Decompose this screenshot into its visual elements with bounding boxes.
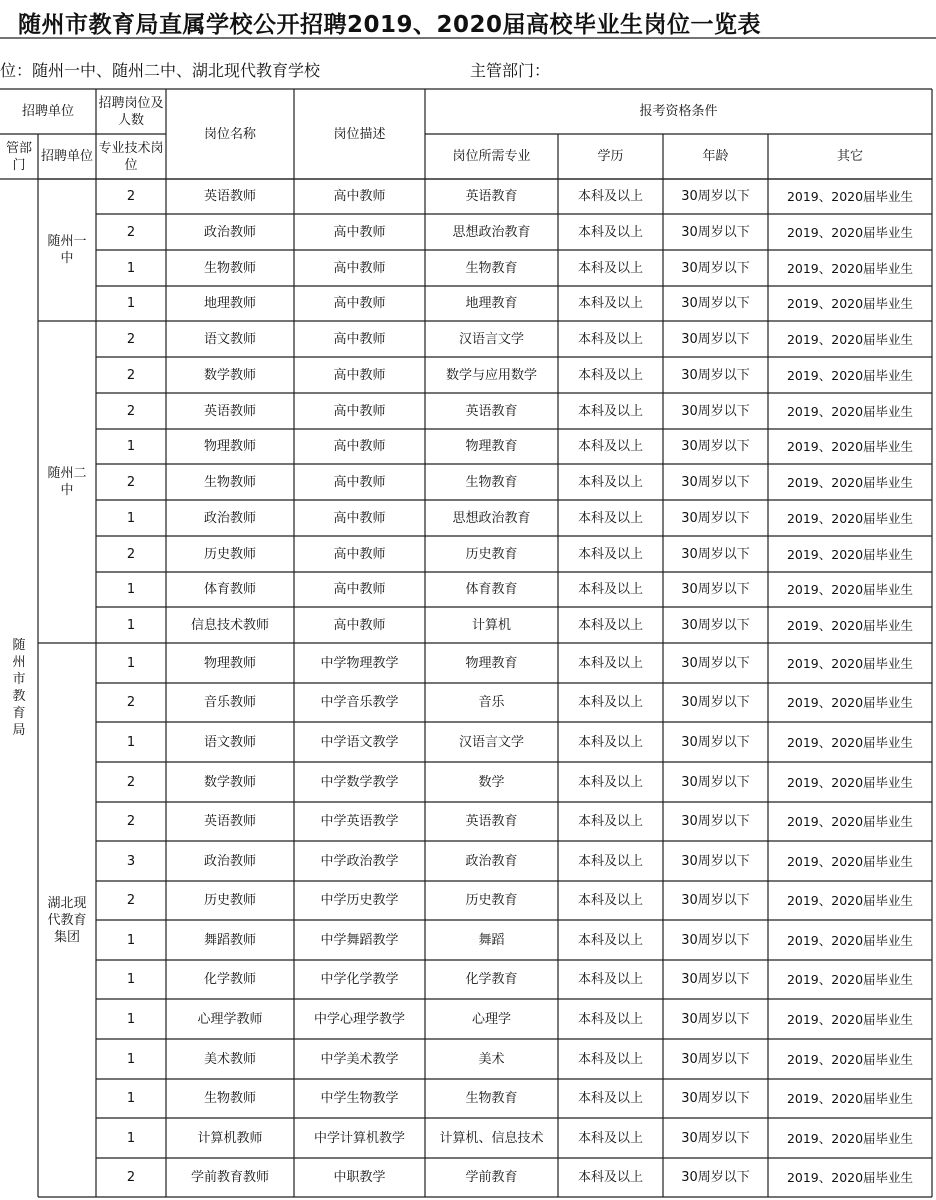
row-post-name: 地理教师: [203, 296, 256, 311]
school-hubei-modern-edu: 湖北现代教育集团: [47, 895, 87, 945]
row-post-name: 生物教师: [203, 474, 256, 490]
header-tech-post: 专业技术岗位: [98, 140, 164, 173]
row-count: 2: [126, 814, 136, 829]
row-age: 30周岁以下: [681, 403, 750, 419]
row-count: 1: [126, 1051, 136, 1067]
row-other: 2019、2020届毕业生: [786, 617, 914, 633]
row-post-description: 高中教师: [333, 260, 386, 276]
row-major: 历史教育: [465, 893, 518, 908]
row-age: 30周岁以下: [681, 189, 750, 204]
row-major: 英语教育: [465, 189, 518, 204]
department-cell: [2, 179, 36, 1197]
row-other: 2019、2020届毕业生: [786, 260, 914, 276]
row-age: 30周岁以下: [681, 814, 750, 829]
row-age: 30周岁以下: [681, 546, 750, 562]
row-count: 2: [126, 189, 136, 204]
row-major: 物理教育: [465, 655, 518, 671]
row-age: 30周岁以下: [681, 853, 750, 869]
row-education: 本科及以上: [577, 853, 643, 869]
row-education: 本科及以上: [577, 189, 643, 204]
row-count: 1: [126, 734, 136, 750]
row-age: 30周岁以下: [681, 510, 750, 526]
row-major: 英语教育: [465, 403, 518, 419]
row-count: 2: [126, 331, 136, 347]
page-title: 随州市教育局直属学校公开招聘2019、2020届高校毕业生岗位一览表: [18, 12, 762, 38]
row-count: 1: [126, 1091, 136, 1106]
row-post-description: 中学语文教学: [320, 734, 399, 750]
header-department: 管部门: [5, 140, 32, 173]
row-education: 本科及以上: [577, 582, 643, 597]
row-age: 30周岁以下: [681, 224, 750, 240]
row-education: 本科及以上: [577, 510, 643, 526]
row-major: 历史教育: [465, 546, 518, 562]
row-post-description: 中学政治教学: [320, 853, 399, 869]
header-requirements: 报考资格条件: [639, 104, 718, 119]
row-education: 本科及以上: [577, 439, 643, 454]
school-suizhou-no1: 随州一中: [47, 234, 87, 266]
row-post-name: 政治教师: [203, 510, 256, 526]
row-education: 本科及以上: [577, 1130, 643, 1146]
row-age: 30周岁以下: [681, 1130, 750, 1146]
row-count: 1: [126, 582, 136, 597]
row-post-description: 高中教师: [333, 510, 386, 526]
row-post-name: 美术教师: [203, 1051, 256, 1067]
row-count: 2: [126, 474, 136, 490]
recruiting-units-line: 位：随州一中、随州二中、湖北现代教育学校: [0, 61, 321, 80]
row-count: 1: [126, 932, 136, 948]
row-education: 本科及以上: [577, 695, 643, 710]
row-other: 2019、2020届毕业生: [786, 1051, 914, 1067]
row-education: 本科及以上: [577, 932, 643, 948]
row-count: 3: [126, 853, 136, 869]
row-age: 30周岁以下: [681, 474, 750, 490]
row-major: 数学与应用数学: [445, 367, 537, 383]
row-post-description: 中职教学: [333, 1170, 386, 1185]
row-education: 本科及以上: [577, 403, 643, 419]
row-other: 2019、2020届毕业生: [786, 296, 914, 311]
row-count: 1: [126, 439, 136, 454]
row-education: 本科及以上: [577, 774, 643, 790]
row-post-name: 生物教师: [203, 260, 256, 276]
header-age: 年龄: [702, 149, 729, 164]
row-count: 2: [126, 403, 136, 419]
row-count: 1: [126, 1011, 136, 1027]
row-education: 本科及以上: [577, 474, 643, 490]
row-other: 2019、2020届毕业生: [786, 439, 914, 454]
row-education: 本科及以上: [577, 546, 643, 562]
row-other: 2019、2020届毕业生: [786, 224, 914, 240]
row-post-name: 历史教师: [203, 546, 256, 562]
row-other: 2019、2020届毕业生: [786, 814, 914, 829]
department-name: 随州市教育局: [12, 638, 26, 738]
row-post-description: 中学历史教学: [320, 893, 399, 908]
row-post-description: 高中教师: [333, 403, 386, 419]
row-education: 本科及以上: [577, 1091, 643, 1106]
row-age: 30周岁以下: [681, 1011, 750, 1027]
row-major: 思想政治教育: [452, 510, 531, 526]
row-major: 数学: [478, 774, 505, 790]
row-post-description: 中学数学教学: [320, 774, 399, 790]
row-education: 本科及以上: [577, 296, 643, 311]
row-age: 30周岁以下: [681, 893, 750, 908]
row-count: 2: [126, 367, 136, 383]
row-age: 30周岁以下: [681, 1051, 750, 1067]
row-post-name: 计算机教师: [197, 1130, 263, 1146]
row-age: 30周岁以下: [681, 972, 750, 987]
row-count: 1: [126, 617, 136, 633]
row-education: 本科及以上: [577, 734, 643, 750]
header-post-description: 岗位描述: [333, 126, 386, 142]
row-other: 2019、2020届毕业生: [786, 1130, 914, 1146]
row-age: 30周岁以下: [681, 260, 750, 276]
row-post-description: 中学化学教学: [320, 972, 399, 987]
row-post-description: 高中教师: [333, 224, 386, 240]
row-post-description: 高中教师: [333, 189, 386, 204]
row-post-description: 高中教师: [333, 439, 386, 454]
row-count: 2: [126, 774, 136, 790]
row-post-name: 物理教师: [203, 655, 256, 671]
row-major: 思想政治教育: [452, 224, 531, 240]
row-other: 2019、2020届毕业生: [786, 582, 914, 597]
row-education: 本科及以上: [577, 1170, 643, 1185]
row-other: 2019、2020届毕业生: [786, 972, 914, 987]
row-other: 2019、2020届毕业生: [786, 1170, 914, 1185]
row-post-description: 中学心理学教学: [313, 1011, 405, 1027]
row-education: 本科及以上: [577, 617, 643, 633]
row-post-name: 语文教师: [203, 331, 256, 347]
header-major: 岗位所需专业: [452, 149, 531, 164]
row-count: 2: [126, 1170, 136, 1185]
row-post-name: 学前教育教师: [190, 1170, 269, 1185]
row-major: 美术: [478, 1051, 505, 1067]
row-education: 本科及以上: [577, 331, 643, 347]
row-post-description: 中学计算机教学: [313, 1130, 405, 1146]
row-post-description: 中学音乐教学: [320, 695, 399, 710]
row-count: 1: [126, 510, 136, 526]
row-major: 英语教育: [465, 814, 518, 829]
row-count: 1: [126, 260, 136, 276]
row-count: 1: [126, 1130, 136, 1146]
row-major: 汉语言文学: [458, 331, 524, 347]
row-count: 2: [126, 695, 136, 710]
row-post-name: 舞蹈教师: [203, 932, 256, 948]
row-age: 30周岁以下: [681, 367, 750, 383]
row-other: 2019、2020届毕业生: [786, 774, 914, 790]
row-post-name: 历史教师: [203, 893, 256, 908]
row-major: 心理学: [471, 1011, 511, 1027]
row-age: 30周岁以下: [681, 655, 750, 671]
row-other: 2019、2020届毕业生: [786, 474, 914, 490]
row-other: 2019、2020届毕业生: [786, 1011, 914, 1027]
header-education: 学历: [597, 149, 624, 164]
header-posts-count: 招聘岗位及人数: [98, 95, 164, 128]
row-post-description: 中学舞蹈教学: [320, 932, 399, 948]
row-post-name: 物理教师: [203, 439, 256, 454]
row-post-description: 高中教师: [333, 582, 386, 597]
row-post-name: 数学教师: [203, 774, 256, 790]
row-major: 舞蹈: [478, 932, 505, 948]
row-major: 音乐: [478, 695, 505, 710]
row-education: 本科及以上: [577, 655, 643, 671]
row-post-name: 政治教师: [203, 853, 256, 869]
row-post-name: 音乐教师: [203, 695, 256, 710]
row-count: 1: [126, 296, 136, 311]
header-unit: 招聘单位: [40, 149, 93, 164]
row-count: 1: [126, 972, 136, 987]
row-other: 2019、2020届毕业生: [786, 893, 914, 908]
row-post-name: 体育教师: [203, 582, 256, 597]
row-age: 30周岁以下: [681, 582, 750, 597]
row-count: 2: [126, 546, 136, 562]
row-major: 地理教育: [465, 296, 518, 311]
row-post-name: 心理学教师: [197, 1011, 263, 1027]
row-post-description: 高中教师: [333, 296, 386, 311]
row-age: 30周岁以下: [681, 331, 750, 347]
row-post-description: 高中教师: [333, 331, 386, 347]
row-post-name: 语文教师: [203, 734, 256, 750]
row-education: 本科及以上: [577, 367, 643, 383]
row-post-description: 中学英语教学: [320, 814, 399, 829]
row-age: 30周岁以下: [681, 774, 750, 790]
row-post-name: 信息技术教师: [190, 617, 269, 633]
row-major: 学前教育: [465, 1170, 518, 1185]
row-other: 2019、2020届毕业生: [786, 734, 914, 750]
row-post-name: 数学教师: [203, 367, 256, 383]
row-post-description: 中学生物教学: [320, 1091, 399, 1106]
row-post-description: 高中教师: [333, 367, 386, 383]
row-post-name: 生物教师: [203, 1091, 256, 1106]
row-post-name: 化学教师: [203, 972, 256, 987]
row-age: 30周岁以下: [681, 734, 750, 750]
row-post-name: 英语教师: [203, 403, 256, 419]
row-age: 30周岁以下: [681, 296, 750, 311]
row-major: 生物教育: [465, 1091, 518, 1106]
header-post-name: 岗位名称: [203, 126, 256, 142]
row-major: 计算机: [471, 617, 511, 633]
row-other: 2019、2020届毕业生: [786, 932, 914, 948]
school-suizhou-no2: 随州二中: [47, 466, 87, 498]
row-education: 本科及以上: [577, 260, 643, 276]
row-education: 本科及以上: [577, 1011, 643, 1027]
row-education: 本科及以上: [577, 893, 643, 908]
row-age: 30周岁以下: [681, 932, 750, 948]
row-major: 生物教育: [465, 260, 518, 276]
row-post-description: 高中教师: [333, 546, 386, 562]
row-other: 2019、2020届毕业生: [786, 695, 914, 710]
department-line: 主管部门：: [470, 61, 551, 80]
row-age: 30周岁以下: [681, 617, 750, 633]
row-major: 计算机、信息技术: [439, 1130, 544, 1146]
row-other: 2019、2020届毕业生: [786, 1091, 914, 1106]
row-major: 汉语言文学: [458, 734, 524, 750]
row-count: 2: [126, 893, 136, 908]
row-post-name: 英语教师: [203, 814, 256, 829]
row-age: 30周岁以下: [681, 1170, 750, 1185]
row-other: 2019、2020届毕业生: [786, 853, 914, 869]
row-age: 30周岁以下: [681, 439, 750, 454]
row-other: 2019、2020届毕业生: [786, 189, 914, 204]
row-age: 30周岁以下: [681, 695, 750, 710]
row-post-description: 高中教师: [333, 617, 386, 633]
row-post-name: 政治教师: [203, 224, 256, 240]
row-major: 生物教育: [465, 474, 518, 490]
row-education: 本科及以上: [577, 1051, 643, 1067]
row-other: 2019、2020届毕业生: [786, 510, 914, 526]
header-other: 其它: [836, 149, 863, 164]
row-other: 2019、2020届毕业生: [786, 655, 914, 671]
row-other: 2019、2020届毕业生: [786, 367, 914, 383]
row-post-name: 英语教师: [203, 189, 256, 204]
header-recruit-unit: 招聘单位: [21, 104, 74, 119]
row-education: 本科及以上: [577, 972, 643, 987]
row-post-description: 中学物理教学: [320, 655, 399, 671]
row-major: 体育教育: [465, 582, 518, 597]
row-post-description: 中学美术教学: [320, 1051, 399, 1067]
row-education: 本科及以上: [577, 224, 643, 240]
row-age: 30周岁以下: [681, 1091, 750, 1106]
row-other: 2019、2020届毕业生: [786, 403, 914, 419]
row-count: 2: [126, 224, 136, 240]
row-education: 本科及以上: [577, 814, 643, 829]
row-post-description: 高中教师: [333, 474, 386, 490]
row-other: 2019、2020届毕业生: [786, 546, 914, 562]
row-major: 物理教育: [465, 439, 518, 454]
row-count: 1: [126, 655, 136, 671]
row-major: 政治教育: [465, 853, 518, 869]
row-major: 化学教育: [465, 972, 518, 987]
row-other: 2019、2020届毕业生: [786, 331, 914, 347]
